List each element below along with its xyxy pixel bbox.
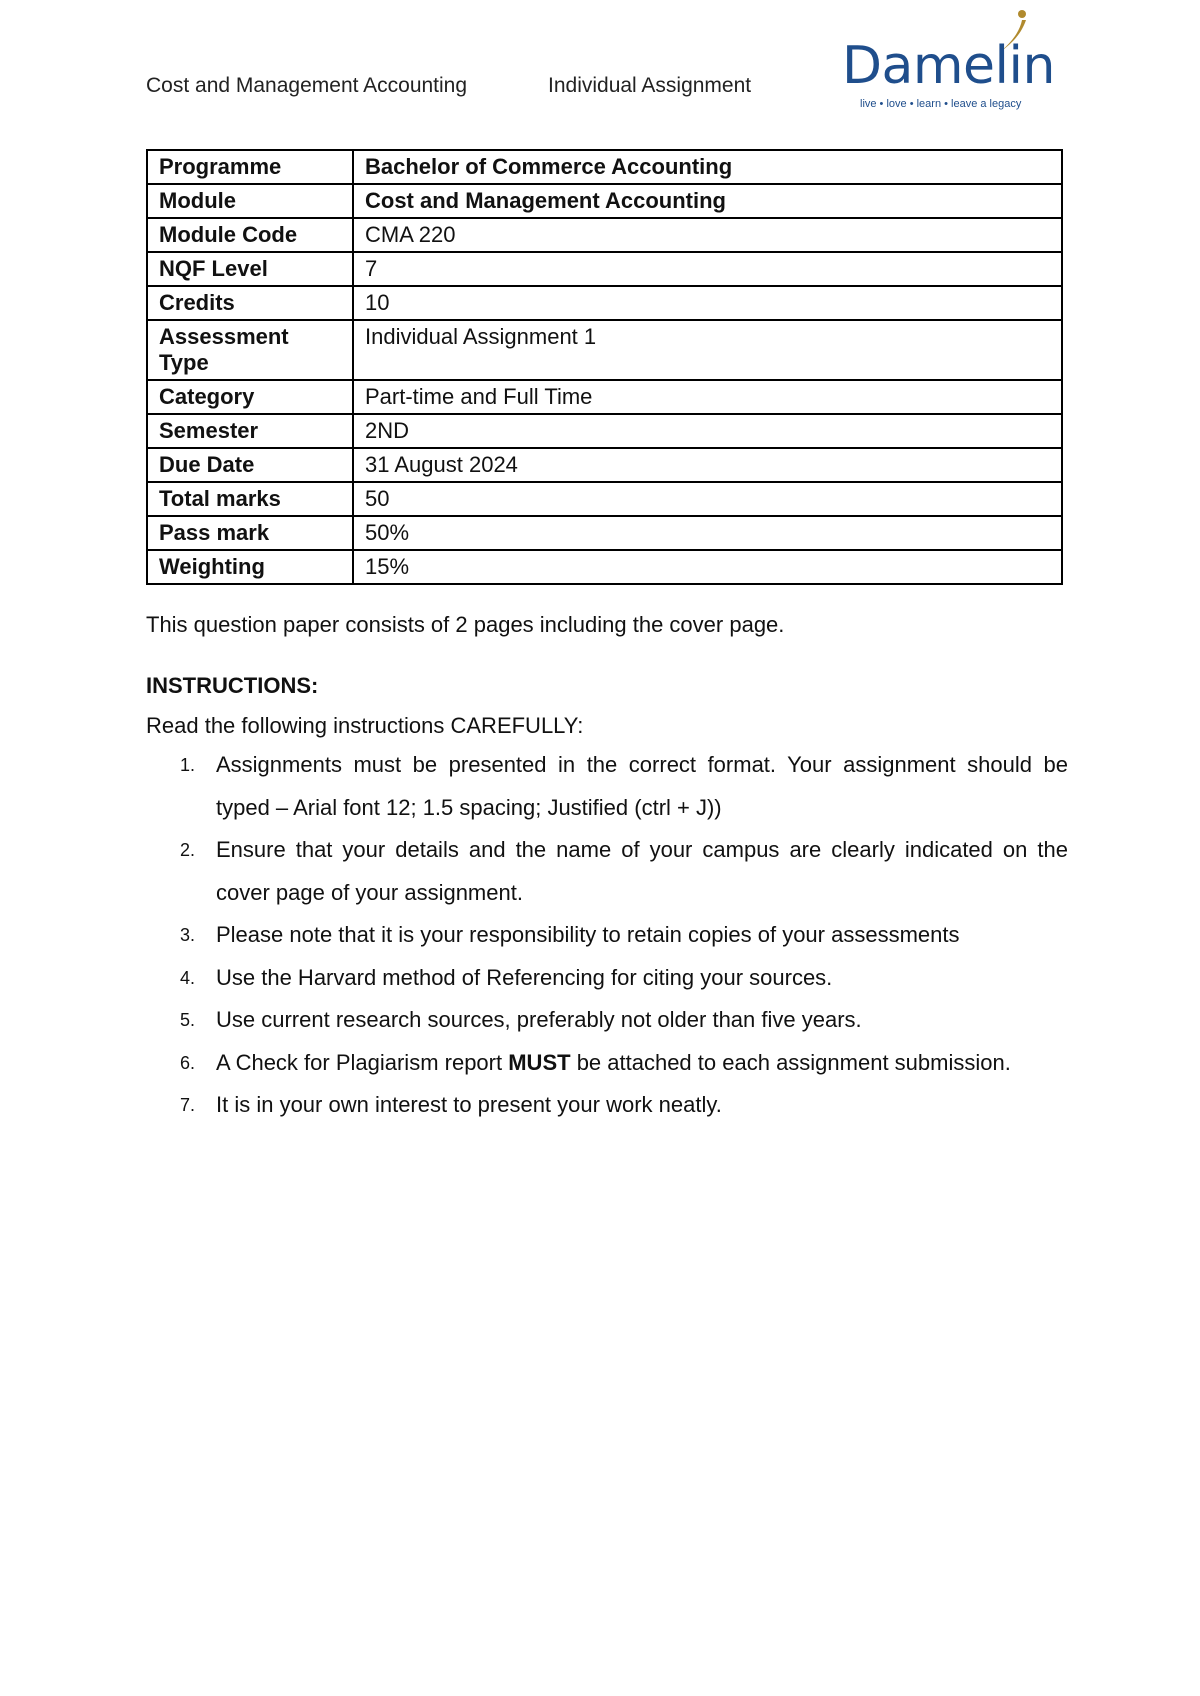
list-item-number: 5. (180, 1010, 196, 1030)
instructions-heading: INSTRUCTIONS: (146, 673, 319, 698)
row-label: Programme (147, 150, 353, 184)
list-item (146, 914, 1068, 957)
list-item (146, 829, 1068, 914)
list-item-number: 1. (180, 755, 196, 775)
table-row (147, 516, 1062, 550)
header-course-title: Cost and Management Accounting (146, 74, 468, 97)
list-item-text: Assignments must be presented in the correct format. Your assignment should be typed – Arial font 12; 1.5 spacing; Justified (ctrl + J)) (216, 752, 1068, 820)
row-value: 15% (353, 550, 1062, 584)
list-item-text: Use the Harvard method of Referencing for citing your sources. (216, 964, 833, 990)
row-value: Part-time and Full Time (353, 380, 1062, 414)
table-row (147, 448, 1062, 482)
row-value: CMA 220 (353, 218, 1062, 252)
list-item (146, 1084, 1068, 1127)
row-label: Total marks (147, 482, 353, 516)
row-value: 50% (353, 516, 1062, 550)
table-row (147, 150, 1062, 184)
table-row (147, 482, 1062, 516)
row-label: Assessment Type (147, 320, 353, 380)
list-item-text: Use current research sources, preferably not older than five years. (216, 1007, 862, 1032)
row-value: Individual Assignment 1 (353, 320, 1062, 380)
list-item-number: 7. (180, 1095, 196, 1115)
row-value: Cost and Management Accounting (353, 184, 1062, 218)
list-item-text-before: A Check for Plagiarism report (216, 1049, 503, 1075)
instructions-list (146, 744, 1068, 1127)
list-item-text: Ensure that your details and the name of your campus are clearly indicated on the cover page of your assignment. (216, 837, 1068, 905)
row-value: 50 (353, 482, 1062, 516)
row-value: 2ND (353, 414, 1062, 448)
row-value: 31 August 2024 (353, 448, 1062, 482)
list-item (146, 1042, 1068, 1085)
table-row (147, 218, 1062, 252)
row-label: Semester (147, 414, 353, 448)
table-row (147, 414, 1062, 448)
row-value: 10 (353, 286, 1062, 320)
row-label: Due Date (147, 448, 353, 482)
row-label: Module (147, 184, 353, 218)
list-item-text: Please note that it is your responsibility to retain copies of your assessments (216, 922, 960, 947)
list-item-number: 4. (180, 967, 196, 988)
list-item-number: 2. (180, 840, 196, 860)
list-item-number: 3. (180, 925, 196, 945)
list-item-number: 6. (180, 1052, 196, 1073)
table-row (147, 550, 1062, 584)
page-count-note: This question paper consists of 2 pages including the cover page. (146, 612, 785, 637)
list-item-text: It is in your own interest to present your work neatly. (216, 1092, 722, 1117)
row-label: Module Code (147, 218, 353, 252)
row-label: NQF Level (147, 252, 353, 286)
table-row (147, 380, 1062, 414)
logo-tagline: live • love • learn • leave a legacy (860, 98, 1022, 110)
table-row (147, 252, 1062, 286)
table-row (147, 286, 1062, 320)
table-row (147, 320, 1062, 380)
row-label: Category (147, 380, 353, 414)
list-item (146, 744, 1068, 829)
row-label: Pass mark (147, 516, 353, 550)
header-document-type: Individual Assignment (548, 74, 752, 97)
row-value: 7 (353, 252, 1062, 286)
row-label: Weighting (147, 550, 353, 584)
logo-wordmark: Damelin (842, 36, 1055, 96)
list-item-text-after: be attached to each assignment submission. (576, 1049, 1011, 1075)
damelin-logo (842, 6, 1062, 116)
table-row (147, 184, 1062, 218)
assignment-info-table (146, 149, 1063, 585)
list-item-text (216, 1050, 1011, 1075)
row-label: Credits (147, 286, 353, 320)
instructions-subheading: Read the following instructions CAREFULLY: (146, 713, 584, 738)
list-item (146, 999, 1068, 1042)
emphasis-must: MUST (508, 1049, 571, 1075)
row-value: Bachelor of Commerce Accounting (353, 150, 1062, 184)
list-item (146, 957, 1068, 1000)
